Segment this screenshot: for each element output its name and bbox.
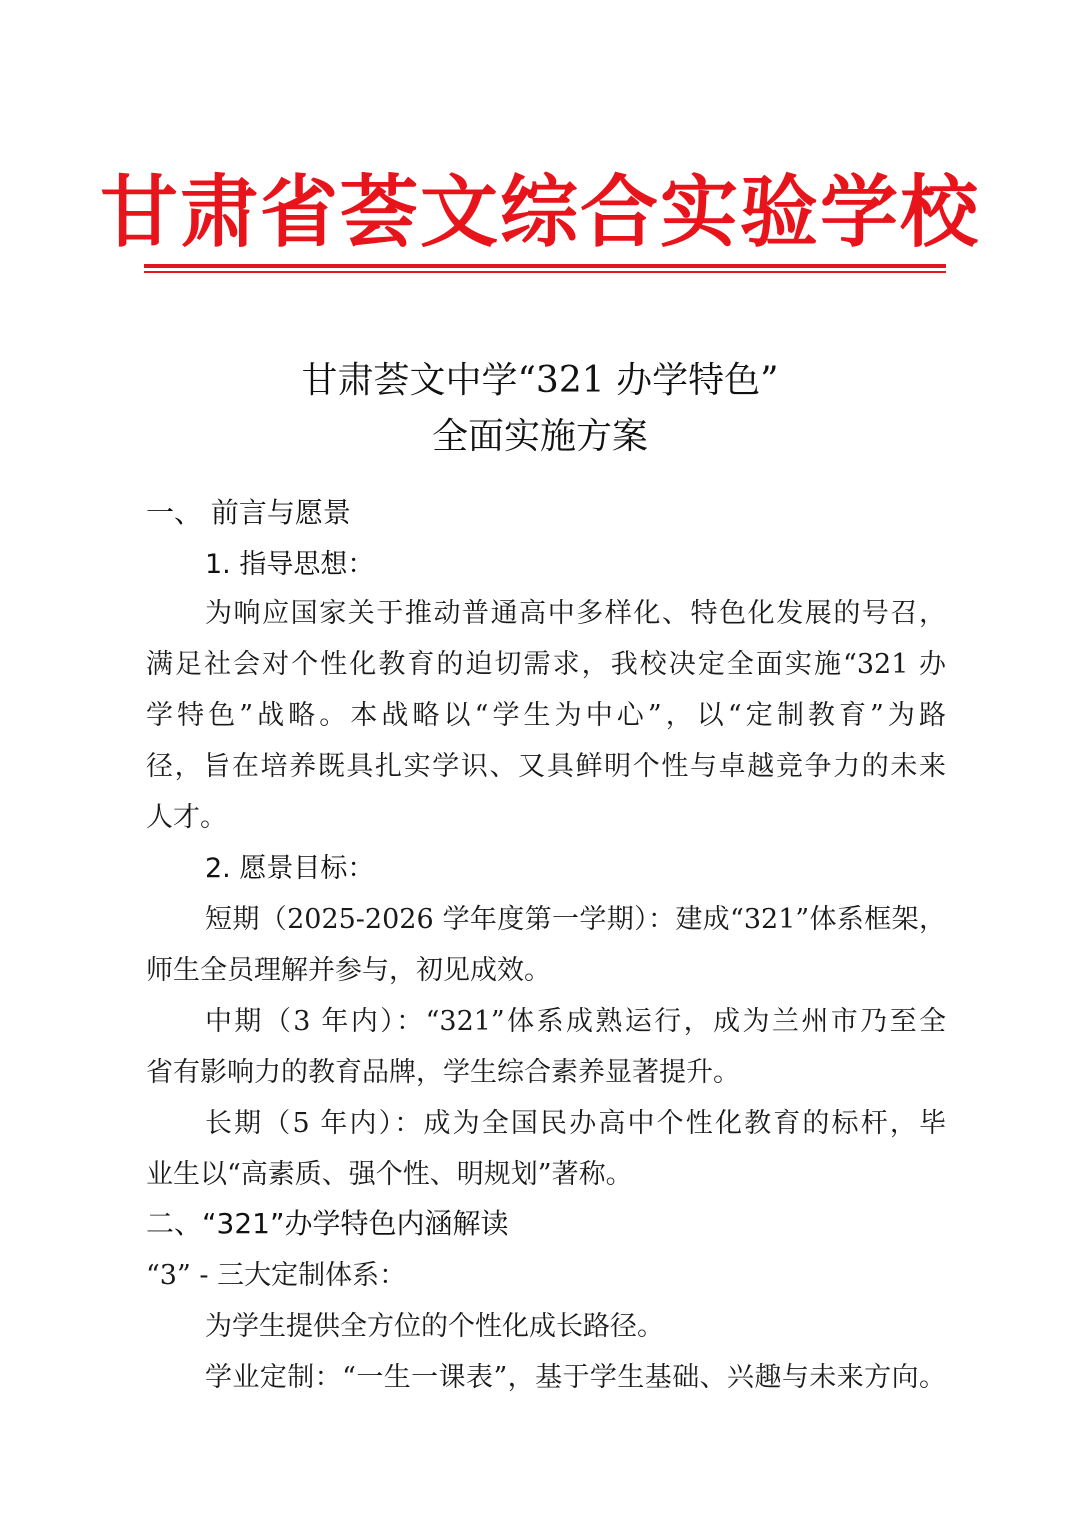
section2-heading: 二、“321”办学特色内涵解读 xyxy=(146,1207,509,1240)
document-title-line2: 全面实施方案 xyxy=(431,416,648,457)
section2-part3-item1: 学业定制：“一生一课表”，基于学生基础、兴趣与未来方向。 xyxy=(205,1362,946,1393)
sub1-paragraph-line: 径，旨在培养既具扎实学识、又具鲜明个性与卓越竞争力的未来 xyxy=(146,751,946,782)
section1-heading: 一、 前言与愿景 xyxy=(146,496,351,529)
short-term-line: 短期（2025-2026 学年度第一学期）：建成“321”体系框架， xyxy=(205,904,946,935)
mid-term-line: 中期（3 年内）：“321”体系成熟运行，成为兰州市乃至全 xyxy=(205,1006,946,1037)
section2-part3-intro: 为学生提供全方位的个性化成长路径。 xyxy=(205,1311,664,1342)
long-term-line: 业生以“高素质、强个性、明规划”著称。 xyxy=(146,1159,633,1190)
letterhead-rule-thick xyxy=(144,264,946,268)
sub1-paragraph-line: 满足社会对个性化教育的迫切需求，我校决定全面实施“321 办 xyxy=(146,649,946,680)
sub1-paragraph-line: 人才。 xyxy=(146,802,227,833)
letterhead-rule-thin xyxy=(144,271,946,273)
section1-sub1-heading: 1. 指导思想： xyxy=(205,549,375,580)
long-term-line: 长期（5 年内）：成为全国民办高中个性化教育的标杆，毕 xyxy=(205,1108,946,1139)
mid-term-line: 省有影响力的教育品牌，学生综合素养显著提升。 xyxy=(146,1057,740,1088)
letterhead-school-name: 甘肃省荟文综合实验学校 xyxy=(99,168,980,258)
section1-sub2-heading: 2. 愿景目标： xyxy=(205,853,375,884)
sub1-paragraph-line: 为响应国家关于推动普通高中多样化、特色化发展的号召， xyxy=(205,598,946,629)
short-term-line: 师生全员理解并参与，初见成效。 xyxy=(146,955,551,986)
document-title-line1: 甘肃荟文中学“321 办学特色” xyxy=(301,360,779,401)
section2-part3-heading: “3” - 三大定制体系： xyxy=(146,1260,407,1291)
sub1-paragraph-line: 学特色”战略。本战略以“学生为中心”，以“定制教育”为路 xyxy=(146,700,946,731)
